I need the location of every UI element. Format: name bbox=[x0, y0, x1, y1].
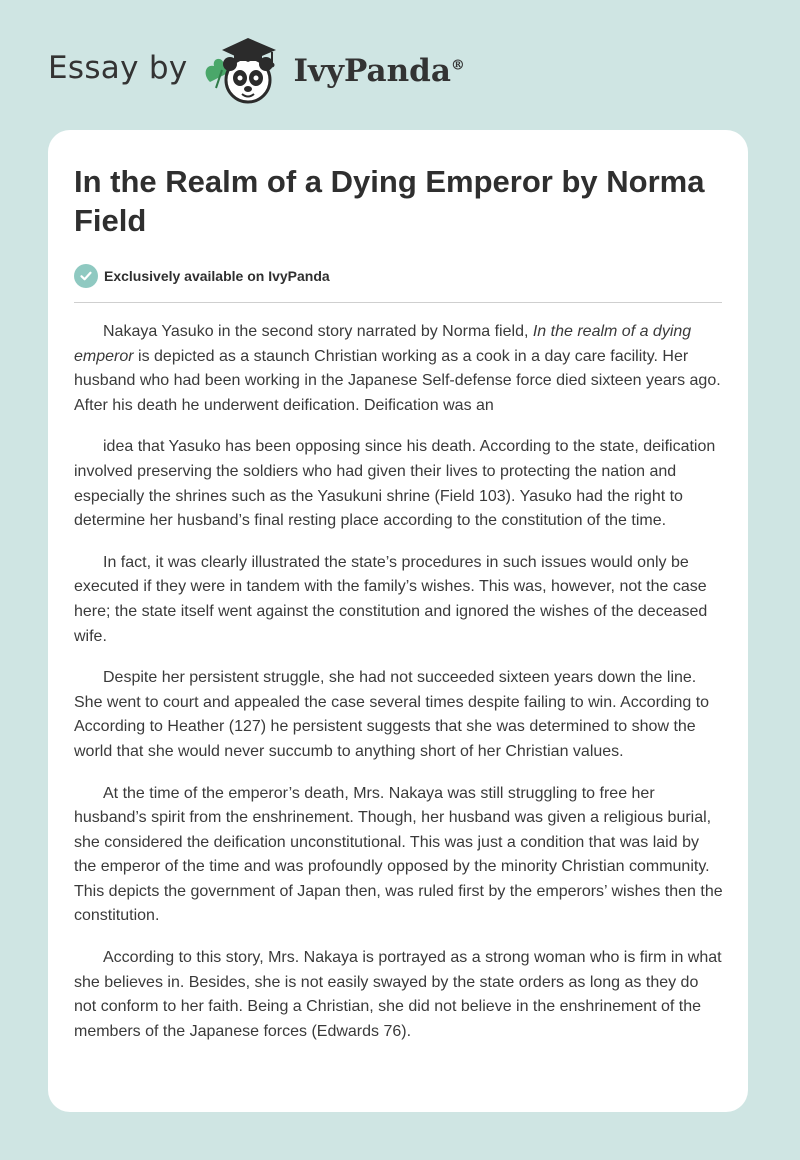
paragraph-3: In fact, it was clearly illustrated the state’s procedures in such issues would only be executed if they were in tandem with the family’s wishes. This was, however, not the case here; the state itself went against the constitution and ignored the wishes of the deceased wife. bbox=[74, 553, 708, 645]
story-title: In the realm of a dying emperor bbox=[74, 323, 692, 365]
paragraph-2: idea that Yasuko has been opposing since his death. According to the state, deification involved preserving the soldiers who had given their lives to protecting the nation and especially the shrines such as the Yasukuni shrine (Field 103). Yasuko had the right to determine her husband’s final resting place according to the constitution of the time. bbox=[74, 438, 716, 530]
site-logo[interactable] bbox=[48, 30, 465, 110]
brand-prefix: Essay by bbox=[48, 50, 188, 86]
article-body bbox=[74, 320, 724, 1061]
brand-name: IvyPanda® bbox=[293, 53, 465, 89]
check-circle-icon bbox=[74, 264, 98, 288]
divider bbox=[74, 302, 722, 303]
paragraph-5: At the time of the emperor’s death, Mrs. Nakaya was still struggling to free her husband’s spirit from the enshrinement. Though, her husband was given a religious burial, she considered the deification unconstitutional. This was just a condition that was laid by the emperor of the time and was profoundly opposed by the minority Christian community. This depicts the government of Japan then, was ruled first by the emperors’ wishes then the constitution. bbox=[74, 784, 723, 925]
article-card bbox=[48, 130, 748, 1112]
exclusive-badge bbox=[74, 264, 330, 288]
paragraph-6: According to this story, Mrs. Nakaya is portrayed as a strong woman who is firm in what she believes in. Besides, she is not easily swayed by the state orders as long as they do not conform to her faith. Being a Christian, she did not believe in the enshrinement of the members of the Japanese forces (Edwards 76). bbox=[74, 949, 722, 1040]
paragraph-1: Nakaya Yasuko in the second story narrated by Norma field, In the realm of a dying emperor is depicted as a staunch Christian working as a cook in a day care facility. Her husband who had been working in the Japanese Self-defense force died sixteen years ago. After his death he underwent deification. Deification was an bbox=[74, 323, 721, 414]
page-title: In the Realm of a Dying Emperor by Norma Field bbox=[74, 164, 705, 238]
badge-label: Exclusively available on IvyPanda bbox=[104, 268, 330, 284]
panda-graduate-icon bbox=[200, 30, 288, 110]
registered-mark: ® bbox=[450, 57, 465, 74]
paragraph-4: Despite her persistent struggle, she had not succeeded sixteen years down the line. She went to court and appealed the case several times despite failing to win. According to According to Heather (127) he persistent suggests that she was determined to show the world that she would never succumb to anything short of her Christian values. bbox=[74, 669, 710, 760]
